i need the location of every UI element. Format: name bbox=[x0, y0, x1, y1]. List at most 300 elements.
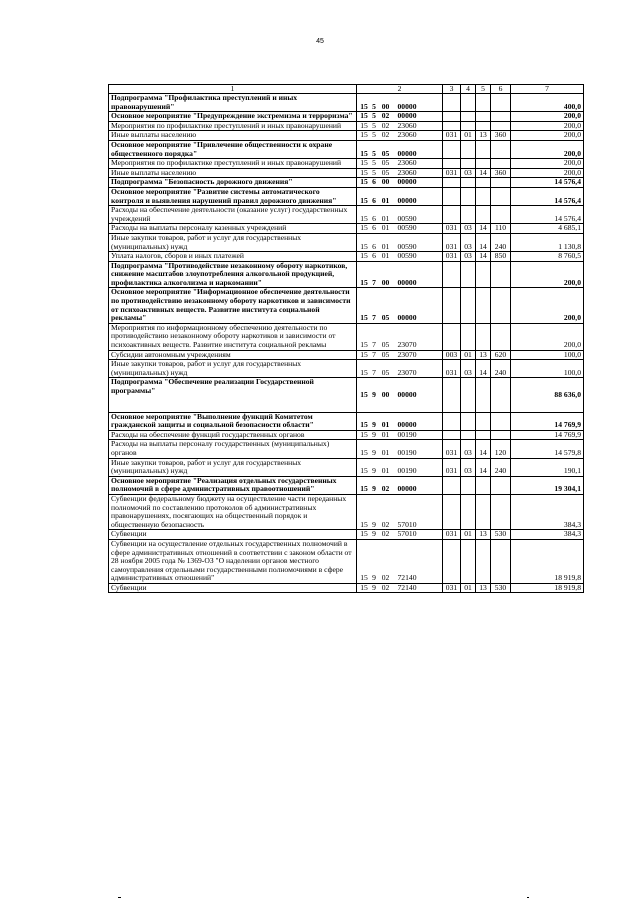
row-amount: 200,0 bbox=[511, 159, 584, 169]
code-part: 15 bbox=[360, 466, 368, 476]
row-c3: 031 bbox=[443, 224, 461, 234]
row-c3: 031 bbox=[443, 458, 461, 476]
code-part: 15 bbox=[360, 420, 368, 430]
row-c4 bbox=[461, 159, 476, 169]
row-c6: 360 bbox=[491, 168, 511, 178]
row-c3: 003 bbox=[443, 350, 461, 360]
code-part: 00000 bbox=[397, 277, 417, 287]
row-c3 bbox=[443, 261, 461, 288]
code-part: 5 bbox=[372, 120, 376, 130]
row-code bbox=[357, 378, 443, 412]
code-part: 00 bbox=[381, 389, 390, 399]
row-amount: 200,0 bbox=[511, 288, 584, 323]
code-part: 00 bbox=[381, 277, 390, 287]
row-code bbox=[357, 539, 443, 583]
code-part: 9 bbox=[372, 582, 376, 592]
row-c3 bbox=[443, 288, 461, 323]
row-c6 bbox=[491, 288, 511, 323]
row-name: Основное мероприятие "Развитие системы автоматического контроля и выявления нарушений правил дорожного движения" bbox=[109, 187, 357, 205]
code-part: 57010 bbox=[397, 529, 417, 539]
code-part: 15 bbox=[360, 111, 368, 121]
code-part: 05 bbox=[381, 148, 390, 158]
code-part: 15 bbox=[360, 367, 368, 377]
row-name: Расходы на обеспечение деятельности (оказание услуг) государственных учреждений bbox=[109, 206, 357, 224]
row-c6 bbox=[491, 261, 511, 288]
code-part: 23070 bbox=[397, 340, 417, 350]
row-c4 bbox=[461, 140, 476, 158]
row-code bbox=[357, 112, 443, 122]
row-c5 bbox=[476, 430, 491, 440]
row-c5 bbox=[476, 112, 491, 122]
row-c5: 14 bbox=[476, 440, 491, 458]
row-c5 bbox=[476, 412, 491, 430]
row-c4 bbox=[461, 112, 476, 122]
table-row bbox=[109, 140, 584, 158]
row-c5 bbox=[476, 178, 491, 188]
row-c6 bbox=[491, 430, 511, 440]
row-amount: 200,0 bbox=[511, 112, 584, 122]
row-name: Субсидии автономным учреждениям bbox=[109, 350, 357, 360]
row-amount: 190,1 bbox=[511, 458, 584, 476]
row-name: Подпрограмма "Безопасность дорожного движения" bbox=[109, 178, 357, 188]
row-name: Основное мероприятие "Предупреждение экстремизма и терроризма" bbox=[109, 112, 357, 122]
row-c6: 240 bbox=[491, 360, 511, 378]
row-name: Основное мероприятие "Привлечение общественности к охране общественного порядка" bbox=[109, 140, 357, 158]
code-part: 15 bbox=[360, 101, 368, 111]
code-part: 15 bbox=[360, 148, 368, 158]
code-part: 00000 bbox=[397, 177, 417, 187]
code-part: 00000 bbox=[397, 111, 417, 121]
row-c5 bbox=[476, 494, 491, 529]
row-c6 bbox=[491, 206, 511, 224]
code-part: 15 bbox=[360, 158, 368, 168]
row-c3 bbox=[443, 159, 461, 169]
row-c6: 110 bbox=[491, 224, 511, 234]
row-c5 bbox=[476, 206, 491, 224]
code-part: 02 bbox=[381, 519, 390, 529]
code-part: 15 bbox=[360, 251, 368, 261]
code-part: 00000 bbox=[397, 313, 417, 323]
code-part: 02 bbox=[381, 120, 390, 130]
row-name: Мероприятия по информационному обеспечению деятельности по противодействию незаконному обороту наркотиков и зависимости от психоактивных веществ. Развитие института социальной рекламы bbox=[109, 323, 357, 350]
code-part: 5 bbox=[372, 167, 376, 177]
table-row bbox=[109, 94, 584, 112]
table-body bbox=[109, 94, 584, 593]
code-part: 7 bbox=[372, 313, 376, 323]
code-part: 15 bbox=[360, 167, 368, 177]
row-c6 bbox=[491, 187, 511, 205]
row-c5: 13 bbox=[476, 350, 491, 360]
row-c5: 14 bbox=[476, 252, 491, 262]
code-part: 00190 bbox=[397, 466, 417, 476]
table-row bbox=[109, 378, 584, 412]
code-part: 05 bbox=[381, 340, 390, 350]
table-row bbox=[109, 178, 584, 188]
row-c3 bbox=[443, 476, 461, 494]
code-part: 15 bbox=[360, 241, 368, 251]
code-part: 23070 bbox=[397, 367, 417, 377]
code-part: 23060 bbox=[397, 120, 417, 130]
row-name: Иные выплаты населению bbox=[109, 168, 357, 178]
row-c5 bbox=[476, 159, 491, 169]
row-c3 bbox=[443, 378, 461, 412]
row-c3: 031 bbox=[443, 583, 461, 593]
row-amount: 14 576,4 bbox=[511, 187, 584, 205]
code-part: 02 bbox=[381, 582, 390, 592]
row-c6 bbox=[491, 140, 511, 158]
row-c3: 031 bbox=[443, 233, 461, 251]
table-row bbox=[109, 252, 584, 262]
code-part: 5 bbox=[372, 101, 376, 111]
row-code bbox=[357, 224, 443, 234]
row-c6 bbox=[491, 412, 511, 430]
code-part: 9 bbox=[372, 573, 376, 583]
row-c4: 01 bbox=[461, 350, 476, 360]
row-code bbox=[357, 252, 443, 262]
code-part: 5 bbox=[372, 148, 376, 158]
code-part: 15 bbox=[360, 213, 368, 223]
code-part: 01 bbox=[381, 223, 390, 233]
row-c6 bbox=[491, 378, 511, 412]
table-row bbox=[109, 360, 584, 378]
code-part: 15 bbox=[360, 120, 368, 130]
row-c6 bbox=[491, 476, 511, 494]
code-part: 15 bbox=[360, 582, 368, 592]
row-c5: 14 bbox=[476, 360, 491, 378]
row-c5 bbox=[476, 288, 491, 323]
row-c4 bbox=[461, 178, 476, 188]
row-amount: 100,0 bbox=[511, 360, 584, 378]
row-amount: 200,0 bbox=[511, 261, 584, 288]
row-name: Иные закупки товаров, работ и услуг для государственных (муниципальных) нужд bbox=[109, 233, 357, 251]
row-c3 bbox=[443, 178, 461, 188]
header-cell: 2 bbox=[357, 85, 443, 94]
row-c5 bbox=[476, 323, 491, 350]
code-part: 72140 bbox=[397, 573, 417, 583]
row-code bbox=[357, 412, 443, 430]
row-amount: 200,0 bbox=[511, 140, 584, 158]
table-row bbox=[109, 323, 584, 350]
header-cell: 5 bbox=[476, 85, 491, 94]
row-c5: 13 bbox=[476, 530, 491, 540]
row-code bbox=[357, 458, 443, 476]
row-amount: 200,0 bbox=[511, 121, 584, 131]
code-part: 02 bbox=[381, 529, 390, 539]
code-part: 6 bbox=[372, 223, 376, 233]
table-row bbox=[109, 288, 584, 323]
row-code bbox=[357, 350, 443, 360]
row-c6: 530 bbox=[491, 583, 511, 593]
row-code bbox=[357, 233, 443, 251]
row-c4 bbox=[461, 261, 476, 288]
code-part: 01 bbox=[381, 466, 390, 476]
row-amount: 14 579,8 bbox=[511, 440, 584, 458]
table-row bbox=[109, 440, 584, 458]
code-part: 01 bbox=[381, 213, 390, 223]
row-name: Основное мероприятие "Выполнение функций Комитетом гражданской защиты и социальной безопасности области" bbox=[109, 412, 357, 430]
row-c4: 03 bbox=[461, 458, 476, 476]
header-cell: 1 bbox=[109, 85, 357, 94]
row-code bbox=[357, 261, 443, 288]
row-c3 bbox=[443, 323, 461, 350]
code-part: 23070 bbox=[397, 349, 417, 359]
row-c4 bbox=[461, 187, 476, 205]
code-part: 15 bbox=[360, 223, 368, 233]
code-part: 00000 bbox=[397, 148, 417, 158]
row-c5: 13 bbox=[476, 583, 491, 593]
code-part: 5 bbox=[372, 130, 376, 140]
row-c4: 01 bbox=[461, 530, 476, 540]
row-code bbox=[357, 494, 443, 529]
code-part: 9 bbox=[372, 420, 376, 430]
code-part: 9 bbox=[372, 466, 376, 476]
row-c3 bbox=[443, 412, 461, 430]
code-part: 15 bbox=[360, 349, 368, 359]
row-c3 bbox=[443, 494, 461, 529]
row-c5 bbox=[476, 140, 491, 158]
row-c3 bbox=[443, 140, 461, 158]
code-part: 9 bbox=[372, 529, 376, 539]
row-c3 bbox=[443, 539, 461, 583]
row-c4: 03 bbox=[461, 224, 476, 234]
row-code bbox=[357, 440, 443, 458]
code-part: 15 bbox=[360, 447, 368, 457]
row-c6: 360 bbox=[491, 131, 511, 141]
row-c4 bbox=[461, 412, 476, 430]
row-amount: 100,0 bbox=[511, 350, 584, 360]
page-number: 45 bbox=[316, 38, 324, 45]
row-code bbox=[357, 430, 443, 440]
row-name: Основное мероприятие "Реализация отдельных государственных полномочий в сфере административных правоотношений" bbox=[109, 476, 357, 494]
code-part: 6 bbox=[372, 177, 376, 187]
code-part: 15 bbox=[360, 389, 368, 399]
row-c6: 530 bbox=[491, 530, 511, 540]
row-amount: 200,0 bbox=[511, 131, 584, 141]
row-c3 bbox=[443, 94, 461, 112]
row-amount: 14 769,9 bbox=[511, 430, 584, 440]
code-part: 00190 bbox=[397, 447, 417, 457]
code-part: 00190 bbox=[397, 429, 417, 439]
row-c4 bbox=[461, 430, 476, 440]
code-part: 5 bbox=[372, 158, 376, 168]
row-name: Иные закупки товаров, работ и услуг для государственных (муниципальных) нужд bbox=[109, 360, 357, 378]
row-c5 bbox=[476, 94, 491, 112]
row-c4 bbox=[461, 494, 476, 529]
row-name: Подпрограмма "Обеспечение реализации Государственной программы" bbox=[109, 378, 357, 412]
code-part: 6 bbox=[372, 251, 376, 261]
row-c4 bbox=[461, 206, 476, 224]
code-part: 00000 bbox=[397, 101, 417, 111]
row-name: Субвенции федеральному бюджету на осуществление части переданных полномочий по составлению протоколов об административных правонарушениях, посягающих на общественный порядок и общественную безопасность bbox=[109, 494, 357, 529]
row-c6 bbox=[491, 539, 511, 583]
code-part: 6 bbox=[372, 213, 376, 223]
row-c5 bbox=[476, 187, 491, 205]
row-c3: 031 bbox=[443, 168, 461, 178]
code-part: 57010 bbox=[397, 519, 417, 529]
code-part: 7 bbox=[372, 277, 376, 287]
row-c4: 01 bbox=[461, 131, 476, 141]
code-part: 15 bbox=[360, 277, 368, 287]
row-c6: 620 bbox=[491, 350, 511, 360]
row-c5 bbox=[476, 261, 491, 288]
code-part: 05 bbox=[381, 349, 390, 359]
row-amount: 14 769,9 bbox=[511, 412, 584, 430]
row-amount: 18 919,8 bbox=[511, 583, 584, 593]
code-part: 15 bbox=[360, 519, 368, 529]
row-code bbox=[357, 206, 443, 224]
scan-mark bbox=[527, 897, 529, 898]
table-row bbox=[109, 261, 584, 288]
code-part: 02 bbox=[381, 484, 390, 494]
code-part: 02 bbox=[381, 111, 390, 121]
row-c6 bbox=[491, 323, 511, 350]
table-row bbox=[109, 476, 584, 494]
code-part: 00590 bbox=[397, 213, 417, 223]
table-row bbox=[109, 224, 584, 234]
row-c3: 031 bbox=[443, 360, 461, 378]
row-c4: 03 bbox=[461, 440, 476, 458]
row-c3 bbox=[443, 112, 461, 122]
row-code bbox=[357, 187, 443, 205]
code-part: 9 bbox=[372, 484, 376, 494]
row-c5 bbox=[476, 476, 491, 494]
row-c6 bbox=[491, 494, 511, 529]
row-amount: 200,0 bbox=[511, 168, 584, 178]
row-name: Субвенции на осуществление отдельных государственных полномочий в сфере административных отношений в соответствии с законом области от 28 ноября 2005 года № 1369-ОЗ "О наделении органов местного самоуправления отдельными государственными полномочиями в сфере административных отношений" bbox=[109, 539, 357, 583]
table-row bbox=[109, 539, 584, 583]
code-part: 15 bbox=[360, 195, 368, 205]
header-cell: 4 bbox=[461, 85, 476, 94]
table-row bbox=[109, 412, 584, 430]
code-part: 9 bbox=[372, 519, 376, 529]
row-amount: 1 130,8 bbox=[511, 233, 584, 251]
code-part: 05 bbox=[381, 167, 390, 177]
row-amount: 14 576,4 bbox=[511, 206, 584, 224]
code-part: 15 bbox=[360, 177, 368, 187]
code-part: 01 bbox=[381, 447, 390, 457]
row-c4 bbox=[461, 94, 476, 112]
scan-mark bbox=[118, 897, 121, 898]
code-part: 15 bbox=[360, 573, 368, 583]
row-amount: 18 919,8 bbox=[511, 539, 584, 583]
row-name: Расходы на выплаты персоналу государственных (муниципальных) органов bbox=[109, 440, 357, 458]
row-c6: 850 bbox=[491, 252, 511, 262]
table-row bbox=[109, 159, 584, 169]
row-c5: 14 bbox=[476, 458, 491, 476]
code-part: 72140 bbox=[397, 582, 417, 592]
code-part: 02 bbox=[381, 573, 390, 583]
code-part: 00000 bbox=[397, 195, 417, 205]
code-part: 00000 bbox=[397, 420, 417, 430]
row-code bbox=[357, 140, 443, 158]
row-c6 bbox=[491, 178, 511, 188]
code-part: 00590 bbox=[397, 251, 417, 261]
code-part: 15 bbox=[360, 429, 368, 439]
row-name: Субвенции bbox=[109, 583, 357, 593]
table-row bbox=[109, 233, 584, 251]
row-name: Субвенции bbox=[109, 530, 357, 540]
row-amount: 8 760,5 bbox=[511, 252, 584, 262]
row-amount: 4 685,1 bbox=[511, 224, 584, 234]
row-amount: 88 636,0 bbox=[511, 378, 584, 412]
table-row bbox=[109, 583, 584, 593]
code-part: 5 bbox=[372, 111, 376, 121]
header-cell: 7 bbox=[511, 85, 584, 94]
row-code bbox=[357, 530, 443, 540]
code-part: 05 bbox=[381, 313, 390, 323]
row-c3: 031 bbox=[443, 440, 461, 458]
code-part: 00590 bbox=[397, 223, 417, 233]
row-c6: 240 bbox=[491, 458, 511, 476]
row-code bbox=[357, 360, 443, 378]
code-part: 23060 bbox=[397, 158, 417, 168]
code-part: 7 bbox=[372, 367, 376, 377]
table-row bbox=[109, 112, 584, 122]
row-name: Расходы на обеспечение функций государственных органов bbox=[109, 430, 357, 440]
row-amount: 19 304,1 bbox=[511, 476, 584, 494]
row-c5 bbox=[476, 539, 491, 583]
row-name: Расходы на выплаты персоналу казенных учреждений bbox=[109, 224, 357, 234]
row-c4 bbox=[461, 323, 476, 350]
code-part: 01 bbox=[381, 241, 390, 251]
code-part: 9 bbox=[372, 389, 376, 399]
row-c4 bbox=[461, 476, 476, 494]
row-c5: 14 bbox=[476, 233, 491, 251]
row-c4 bbox=[461, 288, 476, 323]
code-part: 6 bbox=[372, 195, 376, 205]
row-c4: 01 bbox=[461, 583, 476, 593]
row-name: Мероприятия по профилактике преступлений и иных правонарушений bbox=[109, 159, 357, 169]
row-c4: 03 bbox=[461, 168, 476, 178]
row-c5 bbox=[476, 378, 491, 412]
row-c4: 03 bbox=[461, 252, 476, 262]
table-row bbox=[109, 494, 584, 529]
row-name: Подпрограмма "Противодействие незаконному обороту наркотиков, снижение масштабов злоупотребления алкогольной продукцией, профилактика алкоголизма и наркомании" bbox=[109, 261, 357, 288]
row-code bbox=[357, 131, 443, 141]
code-part: 9 bbox=[372, 429, 376, 439]
code-part: 01 bbox=[381, 251, 390, 261]
row-c6: 120 bbox=[491, 440, 511, 458]
row-c6 bbox=[491, 159, 511, 169]
code-part: 7 bbox=[372, 340, 376, 350]
row-code bbox=[357, 583, 443, 593]
code-part: 23060 bbox=[397, 130, 417, 140]
code-part: 00000 bbox=[397, 484, 417, 494]
code-part: 6 bbox=[372, 241, 376, 251]
code-part: 7 bbox=[372, 349, 376, 359]
row-amount: 384,3 bbox=[511, 530, 584, 540]
code-part: 01 bbox=[381, 429, 390, 439]
row-amount: 400,0 bbox=[511, 94, 584, 112]
code-part: 15 bbox=[360, 484, 368, 494]
code-part: 15 bbox=[360, 313, 368, 323]
row-code bbox=[357, 323, 443, 350]
code-part: 00000 bbox=[397, 389, 417, 399]
row-c5: 14 bbox=[476, 224, 491, 234]
row-c4 bbox=[461, 378, 476, 412]
code-part: 00590 bbox=[397, 241, 417, 251]
code-part: 00 bbox=[381, 101, 390, 111]
row-code bbox=[357, 94, 443, 112]
row-code bbox=[357, 476, 443, 494]
header-cell: 3 bbox=[443, 85, 461, 94]
row-code bbox=[357, 288, 443, 323]
row-c5: 14 bbox=[476, 168, 491, 178]
code-part: 9 bbox=[372, 447, 376, 457]
table-row bbox=[109, 458, 584, 476]
code-part: 01 bbox=[381, 195, 390, 205]
code-part: 05 bbox=[381, 367, 390, 377]
